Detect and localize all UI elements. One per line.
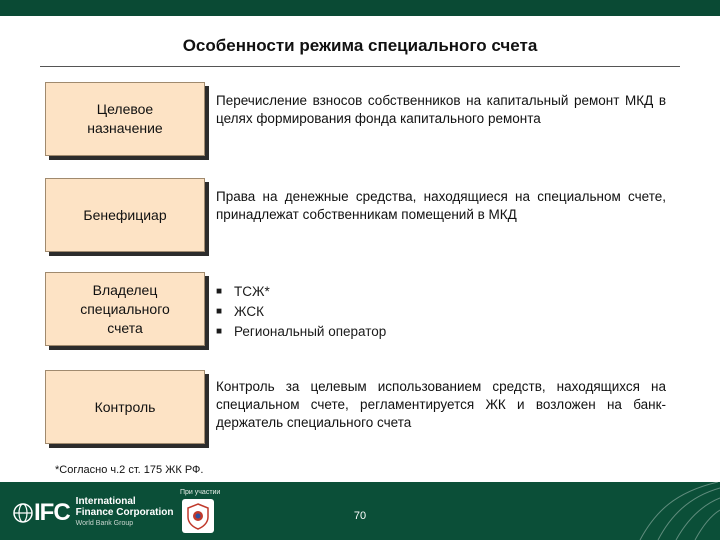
desc-beneficiary: Права на денежные средства, находящиеся на специальном счете, принадлежат собственникам помещений в МКД <box>216 189 666 222</box>
label-owner: Владелец специального счета <box>80 281 170 336</box>
label-beneficiary: Бенефициар <box>83 206 167 223</box>
row-purpose <box>45 82 670 162</box>
page-number: 70 <box>353 510 367 522</box>
footer-bar <box>0 482 720 540</box>
ifc-name-line1: International <box>75 496 136 507</box>
list-item <box>216 322 666 342</box>
label-purpose: Целевое назначение <box>87 101 163 136</box>
owner-item-text: ТСЖ* <box>234 284 270 299</box>
partner-label: При участии <box>180 489 221 496</box>
row-beneficiary <box>45 178 670 258</box>
label-control: Контроль <box>94 398 156 415</box>
row-owner <box>45 272 670 352</box>
square-bullet-icon: ■ <box>216 326 223 337</box>
owner-list <box>216 282 666 342</box>
square-bullet-icon: ■ <box>216 306 223 317</box>
owner-item-text: Региональный оператор <box>234 324 387 339</box>
desc-purpose: Перечисление взносов собственников на капитальный ремонт МКД в целях формирования фонда капитального ремонта <box>216 93 666 126</box>
square-bullet-icon: ■ <box>216 286 223 297</box>
list-item <box>216 302 666 322</box>
ifc-sub: World Bank Group <box>75 520 134 527</box>
list-item <box>216 282 666 302</box>
slide-title: Особенности режима специального счета <box>182 36 538 55</box>
label-box-purpose <box>45 82 205 156</box>
owner-item-text: ЖСК <box>234 304 264 319</box>
label-box-beneficiary <box>45 178 205 252</box>
label-box-control <box>45 370 205 444</box>
footnote: *Согласно ч.2 ст. 175 ЖК РФ. <box>55 464 204 476</box>
header-bar <box>0 0 720 16</box>
title-divider <box>40 66 680 67</box>
label-box-owner <box>45 272 205 346</box>
row-control <box>45 370 670 450</box>
desc-control: Контроль за целевым использованием средств, находящихся на специальном счете, регламентируется ЖК и возложен на банк-держатель специального счета <box>216 379 666 430</box>
decorative-swoosh <box>600 482 720 540</box>
ifc-name-line2: Finance Corporation <box>75 507 174 518</box>
ifc-logo-text: IFC <box>34 498 70 526</box>
